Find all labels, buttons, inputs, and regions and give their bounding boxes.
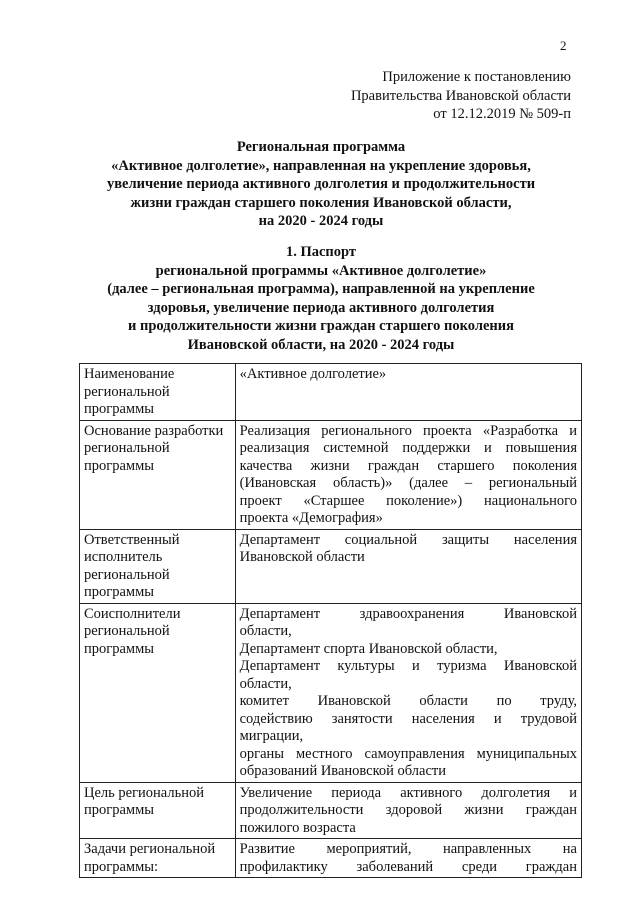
value-line: образований Ивановской области (239, 763, 447, 779)
heading-line: (далее – региональная программа), направленной на укрепление (107, 281, 535, 297)
table-row (80, 839, 582, 878)
value-line: Увеличение периода активного долголетия и (239, 784, 577, 801)
title-line: на 2020 - 2024 годы (258, 213, 384, 229)
value-line: миграции, (239, 728, 304, 744)
label-line: программы (84, 640, 154, 657)
value-line: профилактику заболеваний среди граждан (239, 858, 577, 875)
value-line: (Ивановская область)» (далее – региональный (239, 475, 577, 491)
label-line: региональной (84, 623, 170, 639)
title-line: жизни граждан старшего поколения Ивановской области, (130, 194, 512, 211)
table-row (80, 529, 582, 603)
value-line: комитет Ивановской области по труду, (239, 693, 577, 709)
heading-line: региональной программы «Активное долголетие» (155, 262, 487, 279)
program-title (60, 138, 582, 231)
table-row (80, 782, 582, 839)
table-row (80, 420, 582, 529)
row-value-cell (235, 364, 581, 421)
row-label-cell (80, 782, 236, 839)
page-number: 2 (560, 38, 567, 53)
title-line: Региональная программа (236, 139, 406, 155)
value-line: содействию занятости населения и трудовой (239, 710, 577, 727)
row-label-cell (80, 420, 236, 529)
value-line: Ивановской области (239, 549, 365, 565)
value-line: «Активное долголетие» (239, 366, 387, 382)
row-value-cell (235, 839, 581, 878)
value-line: Развитие мероприятий, направленных на (239, 841, 577, 857)
title-line: увеличение периода активного долголетия и продолжительности (106, 176, 536, 192)
approval-line: Приложение к постановлению (382, 69, 571, 85)
approval-note (351, 68, 571, 124)
approval-line: от 12.12.2019 № 509-п (433, 106, 571, 122)
approval-line: Правительства Ивановской области (350, 87, 571, 104)
label-line: Цель региональной (84, 784, 204, 801)
label-line: программы (84, 584, 154, 600)
label-line: Основание разработки (84, 422, 224, 439)
row-label-cell (80, 603, 236, 782)
row-value-cell (235, 420, 581, 529)
row-value-cell (235, 782, 581, 839)
row-label-cell (80, 839, 236, 878)
label-line: региональной (84, 566, 170, 583)
value-line: проект «Старшее поколение») национального (239, 492, 577, 509)
passport-heading (60, 243, 582, 354)
label-line: Задачи региональной (84, 841, 216, 857)
label-line: программы: (84, 858, 159, 875)
value-line: Департамент спорта Ивановской области, (239, 640, 498, 657)
row-label-cell (80, 529, 236, 603)
value-line: проекта «Демография» (239, 510, 383, 526)
value-line: пожилого возраста (239, 819, 356, 836)
heading-line: и продолжительности жизни граждан старшего поколения (128, 318, 514, 334)
value-line: продолжительности здоровой жизни граждан (239, 802, 577, 818)
value-line: органы местного самоуправления муниципальных (239, 745, 577, 762)
passport-table (79, 363, 582, 878)
value-line: области, (239, 623, 292, 639)
value-line: области, (239, 675, 292, 692)
value-line: качества жизни граждан старшего поколения (239, 457, 577, 474)
value-line: Департамент социальной защиты населения (239, 531, 577, 548)
table-row (80, 603, 582, 782)
value-line: Департамент здравоохранения Ивановской (239, 605, 577, 622)
label-line: региональной (84, 440, 170, 456)
title-line: «Активное долголетие», направленная на укрепление здоровья, (111, 157, 531, 174)
label-line: программы (84, 457, 154, 474)
label-line: региональной (84, 383, 170, 400)
value-line: Реализация регионального проекта «Разработка и (239, 422, 577, 439)
label-line: программы (84, 802, 154, 818)
label-line: Ответственный (84, 531, 180, 548)
label-line: Наименование (84, 366, 175, 382)
value-line: реализация системной поддержки и повышения (239, 440, 577, 456)
value-line: Департамент культуры и туризма Ивановской (239, 658, 577, 674)
heading-line: Ивановской области, на 2020 - 2024 годы (187, 336, 455, 353)
row-value-cell (235, 603, 581, 782)
label-line: исполнитель (84, 549, 163, 565)
row-value-cell (235, 529, 581, 603)
heading-line: здоровья, увеличение периода активного долголетия (147, 299, 495, 316)
table-row (80, 364, 582, 421)
heading-line: 1. Паспорт (285, 244, 357, 260)
label-line: программы (84, 401, 154, 417)
row-label-cell (80, 364, 236, 421)
label-line: Соисполнители (84, 605, 181, 622)
